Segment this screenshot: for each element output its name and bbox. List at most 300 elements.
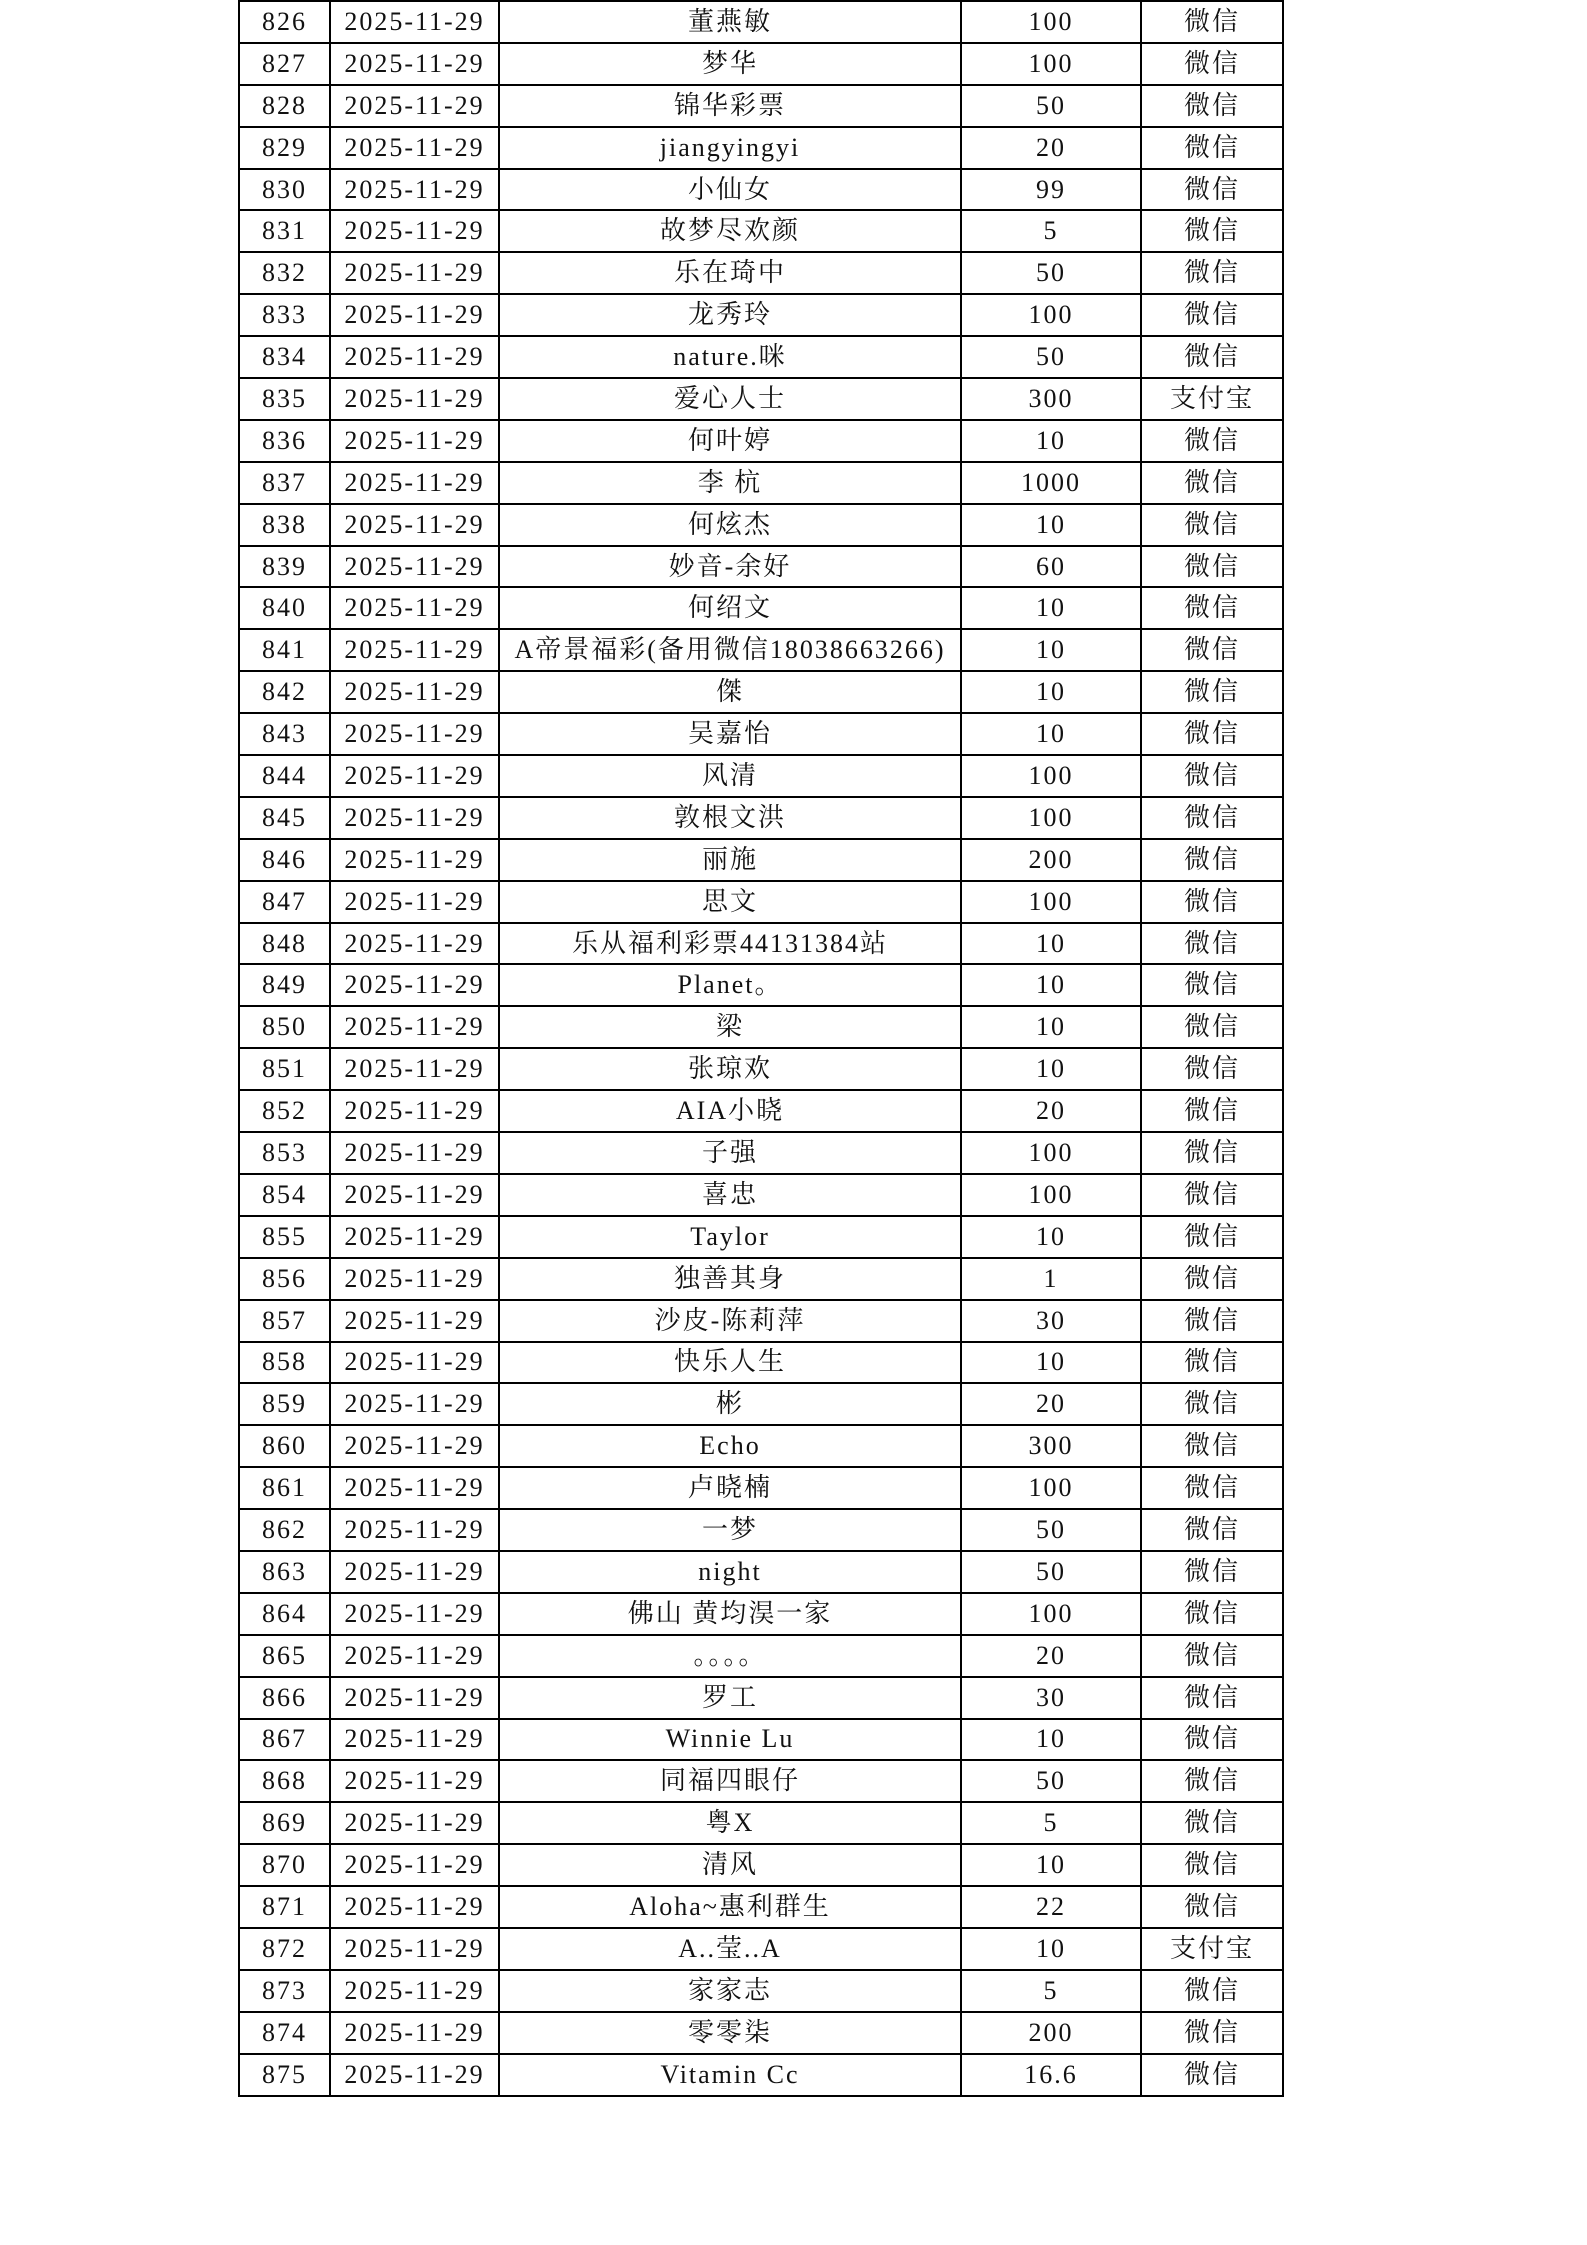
serial-number-cell: 851	[239, 1048, 330, 1090]
serial-number-cell: 855	[239, 1216, 330, 1258]
table-row	[239, 504, 1283, 546]
donor-name-cell: 何绍文	[499, 587, 961, 629]
date-cell: 2025-11-29	[330, 1551, 499, 1593]
serial-number-cell: 854	[239, 1174, 330, 1216]
date-cell: 2025-11-29	[330, 1635, 499, 1677]
payment-method-cell: 微信	[1141, 1802, 1283, 1844]
amount-cell: 10	[961, 1216, 1141, 1258]
donor-name-cell: 沙皮-陈莉萍	[499, 1300, 961, 1342]
serial-number-cell: 838	[239, 504, 330, 546]
serial-number-cell: 848	[239, 923, 330, 965]
table-row	[239, 1300, 1283, 1342]
table-row	[239, 294, 1283, 336]
amount-cell: 10	[961, 1928, 1141, 1970]
serial-number-cell: 852	[239, 1090, 330, 1132]
table-row	[239, 1006, 1283, 1048]
serial-number-cell: 844	[239, 755, 330, 797]
payment-method-cell: 微信	[1141, 336, 1283, 378]
table-row	[239, 1719, 1283, 1761]
payment-method-cell: 微信	[1141, 43, 1283, 85]
donor-name-cell: 粤X	[499, 1802, 961, 1844]
table-row	[239, 85, 1283, 127]
table-row	[239, 964, 1283, 1006]
date-cell: 2025-11-29	[330, 1006, 499, 1048]
payment-method-cell: 微信	[1141, 923, 1283, 965]
serial-number-cell: 863	[239, 1551, 330, 1593]
date-cell: 2025-11-29	[330, 671, 499, 713]
date-cell: 2025-11-29	[330, 713, 499, 755]
table-row	[239, 1383, 1283, 1425]
amount-cell: 5	[961, 1802, 1141, 1844]
amount-cell: 22	[961, 1886, 1141, 1928]
donor-name-cell: Echo	[499, 1425, 961, 1467]
payment-method-cell: 微信	[1141, 1677, 1283, 1719]
donor-name-cell: 罗工	[499, 1677, 961, 1719]
serial-number-cell: 865	[239, 1635, 330, 1677]
table-row	[239, 252, 1283, 294]
donor-name-cell: nature.咪	[499, 336, 961, 378]
payment-method-cell: 微信	[1141, 1, 1283, 43]
date-cell: 2025-11-29	[330, 629, 499, 671]
payment-method-cell: 微信	[1141, 713, 1283, 755]
payment-method-cell: 支付宝	[1141, 1928, 1283, 1970]
serial-number-cell: 831	[239, 210, 330, 252]
donor-name-cell: Taylor	[499, 1216, 961, 1258]
date-cell: 2025-11-29	[330, 420, 499, 462]
serial-number-cell: 842	[239, 671, 330, 713]
serial-number-cell: 873	[239, 1970, 330, 2012]
donor-name-cell: 子强	[499, 1132, 961, 1174]
date-cell: 2025-11-29	[330, 1886, 499, 1928]
table-row	[239, 1258, 1283, 1300]
serial-number-cell: 870	[239, 1844, 330, 1886]
amount-cell: 100	[961, 1, 1141, 43]
date-cell: 2025-11-29	[330, 755, 499, 797]
serial-number-cell: 860	[239, 1425, 330, 1467]
date-cell: 2025-11-29	[330, 1132, 499, 1174]
donor-name-cell: 独善其身	[499, 1258, 961, 1300]
serial-number-cell: 874	[239, 2012, 330, 2054]
payment-method-cell: 微信	[1141, 252, 1283, 294]
payment-method-cell: 微信	[1141, 1760, 1283, 1802]
payment-method-cell: 微信	[1141, 1844, 1283, 1886]
amount-cell: 10	[961, 1844, 1141, 1886]
payment-method-cell: 微信	[1141, 587, 1283, 629]
amount-cell: 10	[961, 1006, 1141, 1048]
table-row	[239, 1635, 1283, 1677]
serial-number-cell: 853	[239, 1132, 330, 1174]
table-row	[239, 1132, 1283, 1174]
table-row	[239, 2012, 1283, 2054]
payment-method-cell: 微信	[1141, 1300, 1283, 1342]
table-row	[239, 127, 1283, 169]
table-row	[239, 2054, 1283, 2096]
donor-name-cell: 卢晓楠	[499, 1467, 961, 1509]
serial-number-cell: 875	[239, 2054, 330, 2096]
date-cell: 2025-11-29	[330, 1090, 499, 1132]
date-cell: 2025-11-29	[330, 1, 499, 43]
table-row	[239, 1, 1283, 43]
table-row	[239, 1509, 1283, 1551]
donor-name-cell: 妙音-余好	[499, 546, 961, 588]
table-row	[239, 1677, 1283, 1719]
table-row	[239, 1048, 1283, 1090]
table-row	[239, 378, 1283, 420]
donor-name-cell: Winnie Lu	[499, 1719, 961, 1761]
serial-number-cell: 840	[239, 587, 330, 629]
donation-table	[238, 0, 1284, 2097]
table-row	[239, 881, 1283, 923]
table-row	[239, 43, 1283, 85]
date-cell: 2025-11-29	[330, 336, 499, 378]
donor-name-cell: 乐从福利彩票44131384站	[499, 923, 961, 965]
table-row	[239, 797, 1283, 839]
date-cell: 2025-11-29	[330, 1048, 499, 1090]
donor-name-cell: 丽施	[499, 839, 961, 881]
date-cell: 2025-11-29	[330, 587, 499, 629]
serial-number-cell: 868	[239, 1760, 330, 1802]
payment-method-cell: 支付宝	[1141, 378, 1283, 420]
donor-name-cell: 佛山 黄均淏一家	[499, 1593, 961, 1635]
amount-cell: 99	[961, 169, 1141, 211]
date-cell: 2025-11-29	[330, 1928, 499, 1970]
payment-method-cell: 微信	[1141, 755, 1283, 797]
serial-number-cell: 835	[239, 378, 330, 420]
amount-cell: 60	[961, 546, 1141, 588]
amount-cell: 10	[961, 1048, 1141, 1090]
date-cell: 2025-11-29	[330, 839, 499, 881]
table-row	[239, 1886, 1283, 1928]
payment-method-cell: 微信	[1141, 1216, 1283, 1258]
payment-method-cell: 微信	[1141, 964, 1283, 1006]
amount-cell: 100	[961, 881, 1141, 923]
amount-cell: 100	[961, 755, 1141, 797]
serial-number-cell: 871	[239, 1886, 330, 1928]
donor-name-cell: 彬	[499, 1383, 961, 1425]
date-cell: 2025-11-29	[330, 1802, 499, 1844]
serial-number-cell: 839	[239, 546, 330, 588]
serial-number-cell: 859	[239, 1383, 330, 1425]
serial-number-cell: 872	[239, 1928, 330, 1970]
donor-name-cell: 小仙女	[499, 169, 961, 211]
table-row	[239, 336, 1283, 378]
payment-method-cell: 微信	[1141, 1258, 1283, 1300]
amount-cell: 10	[961, 420, 1141, 462]
payment-method-cell: 微信	[1141, 1048, 1283, 1090]
amount-cell: 300	[961, 1425, 1141, 1467]
date-cell: 2025-11-29	[330, 127, 499, 169]
date-cell: 2025-11-29	[330, 462, 499, 504]
serial-number-cell: 830	[239, 169, 330, 211]
donation-table-body	[239, 1, 1283, 2096]
serial-number-cell: 833	[239, 294, 330, 336]
amount-cell: 10	[961, 504, 1141, 546]
amount-cell: 20	[961, 1090, 1141, 1132]
date-cell: 2025-11-29	[330, 1509, 499, 1551]
donor-name-cell: 风清	[499, 755, 961, 797]
date-cell: 2025-11-29	[330, 85, 499, 127]
serial-number-cell: 829	[239, 127, 330, 169]
date-cell: 2025-11-29	[330, 1216, 499, 1258]
payment-method-cell: 微信	[1141, 797, 1283, 839]
donor-name-cell: 同福四眼仔	[499, 1760, 961, 1802]
payment-method-cell: 微信	[1141, 210, 1283, 252]
serial-number-cell: 850	[239, 1006, 330, 1048]
amount-cell: 5	[961, 1970, 1141, 2012]
payment-method-cell: 微信	[1141, 671, 1283, 713]
payment-method-cell: 微信	[1141, 1886, 1283, 1928]
donor-name-cell: night	[499, 1551, 961, 1593]
amount-cell: 100	[961, 1467, 1141, 1509]
table-row	[239, 755, 1283, 797]
table-row	[239, 546, 1283, 588]
donor-name-cell: 龙秀玲	[499, 294, 961, 336]
amount-cell: 10	[961, 629, 1141, 671]
table-row	[239, 210, 1283, 252]
payment-method-cell: 微信	[1141, 629, 1283, 671]
date-cell: 2025-11-29	[330, 504, 499, 546]
payment-method-cell: 微信	[1141, 1383, 1283, 1425]
date-cell: 2025-11-29	[330, 1677, 499, 1719]
payment-method-cell: 微信	[1141, 1635, 1283, 1677]
payment-method-cell: 微信	[1141, 127, 1283, 169]
date-cell: 2025-11-29	[330, 252, 499, 294]
date-cell: 2025-11-29	[330, 294, 499, 336]
amount-cell: 50	[961, 85, 1141, 127]
date-cell: 2025-11-29	[330, 546, 499, 588]
table-row	[239, 1593, 1283, 1635]
amount-cell: 1000	[961, 462, 1141, 504]
payment-method-cell: 微信	[1141, 1593, 1283, 1635]
amount-cell: 16.6	[961, 2054, 1141, 2096]
date-cell: 2025-11-29	[330, 169, 499, 211]
payment-method-cell: 微信	[1141, 462, 1283, 504]
date-cell: 2025-11-29	[330, 1383, 499, 1425]
donor-name-cell: 李 杭	[499, 462, 961, 504]
table-row	[239, 1342, 1283, 1384]
amount-cell: 30	[961, 1300, 1141, 1342]
serial-number-cell: 837	[239, 462, 330, 504]
amount-cell: 10	[961, 671, 1141, 713]
donor-name-cell: 何炫杰	[499, 504, 961, 546]
serial-number-cell: 827	[239, 43, 330, 85]
payment-method-cell: 微信	[1141, 1425, 1283, 1467]
table-row	[239, 1467, 1283, 1509]
table-row	[239, 1760, 1283, 1802]
payment-method-cell: 微信	[1141, 2012, 1283, 2054]
donor-name-cell: 零零柒	[499, 2012, 961, 2054]
payment-method-cell: 微信	[1141, 169, 1283, 211]
donor-name-cell: 敦根文洪	[499, 797, 961, 839]
table-row	[239, 1928, 1283, 1970]
donor-name-cell: 董燕敏	[499, 1, 961, 43]
donor-name-cell: 。。。。	[499, 1635, 961, 1677]
payment-method-cell: 微信	[1141, 1342, 1283, 1384]
serial-number-cell: 832	[239, 252, 330, 294]
amount-cell: 100	[961, 797, 1141, 839]
donor-name-cell: 家家志	[499, 1970, 961, 2012]
donor-name-cell: 锦华彩票	[499, 85, 961, 127]
serial-number-cell: 861	[239, 1467, 330, 1509]
amount-cell: 100	[961, 43, 1141, 85]
date-cell: 2025-11-29	[330, 2012, 499, 2054]
donor-name-cell: A..莹..A	[499, 1928, 961, 1970]
serial-number-cell: 862	[239, 1509, 330, 1551]
amount-cell: 200	[961, 2012, 1141, 2054]
date-cell: 2025-11-29	[330, 923, 499, 965]
payment-method-cell: 微信	[1141, 1551, 1283, 1593]
date-cell: 2025-11-29	[330, 1258, 499, 1300]
donor-name-cell: Vitamin Cc	[499, 2054, 961, 2096]
table-row	[239, 462, 1283, 504]
serial-number-cell: 843	[239, 713, 330, 755]
serial-number-cell: 869	[239, 1802, 330, 1844]
serial-number-cell: 858	[239, 1342, 330, 1384]
payment-method-cell: 微信	[1141, 1509, 1283, 1551]
payment-method-cell: 微信	[1141, 1132, 1283, 1174]
amount-cell: 1	[961, 1258, 1141, 1300]
serial-number-cell: 866	[239, 1677, 330, 1719]
payment-method-cell: 微信	[1141, 2054, 1283, 2096]
amount-cell: 10	[961, 587, 1141, 629]
table-row	[239, 1090, 1283, 1132]
donor-name-cell: 何叶婷	[499, 420, 961, 462]
donor-name-cell: 傑	[499, 671, 961, 713]
amount-cell: 10	[961, 1719, 1141, 1761]
donor-name-cell: 张琼欢	[499, 1048, 961, 1090]
date-cell: 2025-11-29	[330, 1425, 499, 1467]
donor-name-cell: 故梦尽欢颜	[499, 210, 961, 252]
payment-method-cell: 微信	[1141, 1467, 1283, 1509]
donor-name-cell: 吴嘉怡	[499, 713, 961, 755]
serial-number-cell: 826	[239, 1, 330, 43]
donor-name-cell: 一梦	[499, 1509, 961, 1551]
date-cell: 2025-11-29	[330, 1342, 499, 1384]
serial-number-cell: 834	[239, 336, 330, 378]
payment-method-cell: 微信	[1141, 1006, 1283, 1048]
amount-cell: 10	[961, 713, 1141, 755]
amount-cell: 300	[961, 378, 1141, 420]
donor-name-cell: 梁	[499, 1006, 961, 1048]
amount-cell: 10	[961, 964, 1141, 1006]
date-cell: 2025-11-29	[330, 2054, 499, 2096]
payment-method-cell: 微信	[1141, 294, 1283, 336]
table-row	[239, 169, 1283, 211]
amount-cell: 200	[961, 839, 1141, 881]
amount-cell: 20	[961, 1383, 1141, 1425]
serial-number-cell: 856	[239, 1258, 330, 1300]
date-cell: 2025-11-29	[330, 210, 499, 252]
serial-number-cell: 847	[239, 881, 330, 923]
table-row	[239, 1425, 1283, 1467]
donor-name-cell: Aloha~惠利群生	[499, 1886, 961, 1928]
donor-name-cell: 梦华	[499, 43, 961, 85]
table-row	[239, 923, 1283, 965]
amount-cell: 20	[961, 1635, 1141, 1677]
serial-number-cell: 846	[239, 839, 330, 881]
amount-cell: 5	[961, 210, 1141, 252]
amount-cell: 30	[961, 1677, 1141, 1719]
table-row	[239, 1551, 1283, 1593]
table-row	[239, 713, 1283, 755]
table-row	[239, 420, 1283, 462]
amount-cell: 50	[961, 1551, 1141, 1593]
table-row	[239, 1174, 1283, 1216]
payment-method-cell: 微信	[1141, 881, 1283, 923]
amount-cell: 100	[961, 1174, 1141, 1216]
table-row	[239, 1216, 1283, 1258]
payment-method-cell: 微信	[1141, 420, 1283, 462]
date-cell: 2025-11-29	[330, 1719, 499, 1761]
date-cell: 2025-11-29	[330, 378, 499, 420]
table-row	[239, 1802, 1283, 1844]
date-cell: 2025-11-29	[330, 797, 499, 839]
table-row	[239, 587, 1283, 629]
serial-number-cell: 845	[239, 797, 330, 839]
payment-method-cell: 微信	[1141, 839, 1283, 881]
payment-method-cell: 微信	[1141, 1174, 1283, 1216]
amount-cell: 20	[961, 127, 1141, 169]
table-row	[239, 629, 1283, 671]
donor-name-cell: Planet。	[499, 964, 961, 1006]
payment-method-cell: 微信	[1141, 504, 1283, 546]
donor-name-cell: 清风	[499, 1844, 961, 1886]
amount-cell: 50	[961, 336, 1141, 378]
amount-cell: 50	[961, 252, 1141, 294]
table-row	[239, 1970, 1283, 2012]
date-cell: 2025-11-29	[330, 964, 499, 1006]
donor-name-cell: AIA小晓	[499, 1090, 961, 1132]
date-cell: 2025-11-29	[330, 1174, 499, 1216]
amount-cell: 10	[961, 1342, 1141, 1384]
donor-name-cell: 爱心人士	[499, 378, 961, 420]
date-cell: 2025-11-29	[330, 1844, 499, 1886]
serial-number-cell: 836	[239, 420, 330, 462]
table-row	[239, 839, 1283, 881]
payment-method-cell: 微信	[1141, 85, 1283, 127]
payment-method-cell: 微信	[1141, 1970, 1283, 2012]
donor-name-cell: jiangyingyi	[499, 127, 961, 169]
serial-number-cell: 857	[239, 1300, 330, 1342]
amount-cell: 10	[961, 923, 1141, 965]
date-cell: 2025-11-29	[330, 43, 499, 85]
serial-number-cell: 828	[239, 85, 330, 127]
serial-number-cell: 849	[239, 964, 330, 1006]
table-row	[239, 671, 1283, 713]
payment-method-cell: 微信	[1141, 546, 1283, 588]
amount-cell: 50	[961, 1760, 1141, 1802]
payment-method-cell: 微信	[1141, 1719, 1283, 1761]
donor-name-cell: 喜忠	[499, 1174, 961, 1216]
amount-cell: 100	[961, 1132, 1141, 1174]
table-row	[239, 1844, 1283, 1886]
date-cell: 2025-11-29	[330, 1300, 499, 1342]
amount-cell: 100	[961, 1593, 1141, 1635]
serial-number-cell: 867	[239, 1719, 330, 1761]
date-cell: 2025-11-29	[330, 1760, 499, 1802]
amount-cell: 50	[961, 1509, 1141, 1551]
date-cell: 2025-11-29	[330, 1593, 499, 1635]
serial-number-cell: 841	[239, 629, 330, 671]
donor-name-cell: 乐在琦中	[499, 252, 961, 294]
serial-number-cell: 864	[239, 1593, 330, 1635]
date-cell: 2025-11-29	[330, 1970, 499, 2012]
payment-method-cell: 微信	[1141, 1090, 1283, 1132]
donor-name-cell: 快乐人生	[499, 1342, 961, 1384]
donor-name-cell: 思文	[499, 881, 961, 923]
amount-cell: 100	[961, 294, 1141, 336]
date-cell: 2025-11-29	[330, 881, 499, 923]
